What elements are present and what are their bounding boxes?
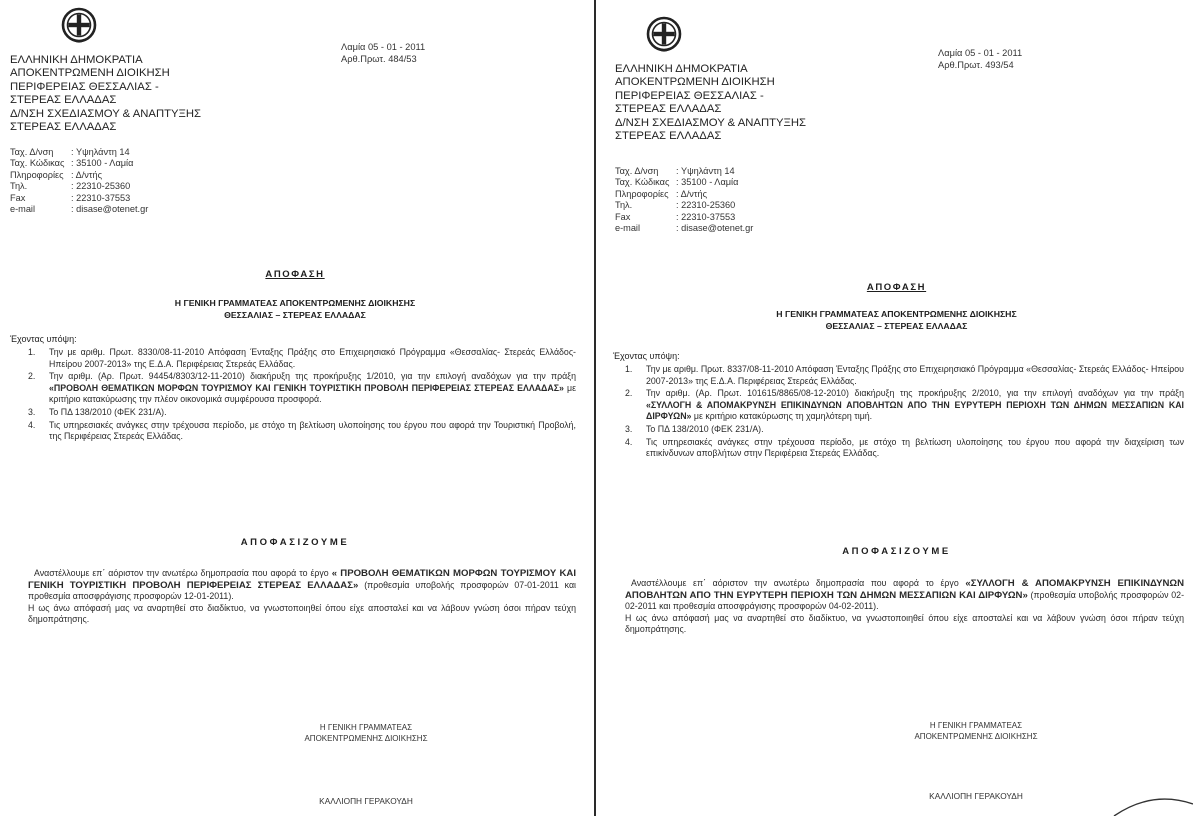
considerations-intro: Έχοντας υπόψη: <box>613 351 680 361</box>
contact-row <box>615 212 753 223</box>
contact-value: : disase@otenet.gr <box>676 223 754 234</box>
project-title-bold: «ΠΡΟΒΟΛΗ ΘΕΜΑΤΙΚΩΝ ΜΟΡΦΩΝ ΤΟΥΡΙΣΜΟΥ ΚΑΙ ΓΕΝΙΚΗ ΤΟΥΡΙΣΤΙΚΗ ΠΡΟΒΟΛΗ ΠΕΡΙΦΕΡΕΙΑΣ ΣΤΕΡΕΑΣ ΕΛΛΑΔΑΣ» <box>49 382 564 393</box>
issuer-line: Δ/ΝΣΗ ΣΧΕΔΙΑΣΜΟΥ & ΑΝΑΠΤΥΞΗΣ <box>10 107 202 120</box>
subtitle-line: Η ΓΕΝΙΚΗ ΓΡΑΜΜΑΤΕΑΣ ΑΠΟΚΕΝΤΡΩΜΕΝΗΣ ΔΙΟΙΚΗΣΗΣ <box>174 298 416 308</box>
item-text: Το ΠΔ 138/2010 (ΦΕΚ 231/Α). <box>646 423 764 434</box>
decision-paragraph <box>625 578 1184 613</box>
issuer-line: ΕΛΛΗΝΙΚΗ ΔΗΜΟΚΡΑΤΙΑ <box>10 54 143 66</box>
item-text <box>646 388 1184 423</box>
item-text: Την με αριθμ. Πρωτ. 8337/08-11-2010 Απόφαση Ένταξης Πράξης στο Επιχειρησιακό Πρόγραμμα «Θεσσαλίας- Στερεάς Ελλάδος- Ηπείρου 2007-2013» της Ε.Δ.Α. Περιφέρειας Στερεάς Ελλάδας. <box>646 364 1184 386</box>
decision-document-right <box>600 0 1193 816</box>
contact-row <box>615 189 753 200</box>
list-item <box>625 437 1184 460</box>
item-text-part: με κριτήριο κατακύρωσης την πλέον οικονομικά συμφέρουσα προσφορά. <box>49 382 576 405</box>
signature-line: ΑΠΟΚΕΝΤΡΩΜΕΝΗΣ ΔΙΟΙΚΗΣΗΣ <box>304 734 428 743</box>
contact-value: : disase@otenet.gr <box>71 204 149 215</box>
contact-value: : Υψηλάντη 14 <box>71 147 130 157</box>
item-text-part: Την αριθμ. (Αρ. Πρωτ. 101615/8865/08-12-2010) διακήρυξη της προκήρυξης 2/2010, για την επιλογή αναδόχων για την πράξη <box>646 388 1184 399</box>
issuer-block <box>10 54 201 134</box>
contact-value: : Δ/ντής <box>71 169 103 180</box>
issuer-line: ΣΤΕΡΕΑΣ ΕΛΛΑΔΑΣ <box>615 130 722 143</box>
item-number: 1. <box>625 364 633 374</box>
subtitle-line: ΘΕΣΣΑΛΙΑΣ – ΣΤΕΡΕΑΣ ΕΛΛΑΔΑΣ <box>224 309 366 320</box>
contact-value: : 35100 - Λαμία <box>676 177 739 188</box>
document-title: ΑΠΟΦΑΣΗ <box>265 269 325 280</box>
list-item <box>28 420 576 443</box>
issuer-line: ΑΠΟΚΕΝΤΡΩΜΕΝΗ ΔΙΟΙΚΗΣΗ <box>615 76 775 89</box>
considerations-intro: Έχοντας υπόψη: <box>10 334 77 344</box>
item-text <box>49 371 576 406</box>
list-item <box>28 407 576 419</box>
contact-row <box>10 181 148 192</box>
project-title-bold: « ΠΡΟΒΟΛΗ ΘΕΜΑΤΙΚΩΝ ΜΟΡΦΩΝ ΤΟΥΡΙΣΜΟΥ ΚΑΙ ΓΕΝΙΚΗ ΤΟΥΡΙΣΤΙΚΗ ΠΡΟΒΟΛΗ ΠΕΡΙΦΕΡΕΙΑΣ ΣΤΕΡΕΑΣ ΕΛΛΑΔΑΣ» <box>28 568 577 591</box>
decision-heading: ΑΠΟΦΑΣΙΖΟΥΜΕ <box>240 537 350 548</box>
item-text: Την με αριθμ. Πρωτ. 8330/08-11-2010 Απόφαση Ένταξης Πράξης στο Επιχειρησιακό Πρόγραμμα «Θεσσαλίας- Στερεάς Ελλάδος- Ηπείρου 2007-2013» της Ε.Δ.Α. Περιφέρειας Στερεάς Ελλάδας. <box>49 347 576 369</box>
signatory-name: ΚΑΛΛΙΟΠΗ ΓΕΡΑΚΟΥΔΗ <box>319 796 413 806</box>
decision-body <box>625 578 1184 636</box>
document-subtitle <box>0 298 590 321</box>
contact-label: Τηλ. <box>10 181 28 192</box>
contact-row <box>10 170 148 181</box>
subtitle-line: Η ΓΕΝΙΚΗ ΓΡΑΜΜΑΤΕΑΣ ΑΠΟΚΕΝΤΡΩΜΕΝΗΣ ΔΙΟΙΚΗΣΗΣ <box>776 309 1017 319</box>
greek-coat-of-arms-icon <box>60 6 98 44</box>
contact-row <box>615 166 753 177</box>
issuer-line: ΕΛΛΗΝΙΚΗ ΔΗΜΟΚΡΑΤΙΑ <box>615 63 748 75</box>
contact-label: Ταχ. Δ/νση <box>10 147 54 157</box>
contact-value: : 22310-25360 <box>676 200 736 211</box>
considerations-list <box>28 347 576 444</box>
list-item <box>28 347 576 370</box>
item-number: 1. <box>28 347 36 357</box>
contact-label: Πληροφορίες <box>615 188 669 199</box>
signature-line: ΑΠΟΚΕΝΤΡΩΜΕΝΗΣ ΔΙΟΙΚΗΣΗΣ <box>914 732 1038 741</box>
greek-coat-of-arms-icon <box>645 15 683 53</box>
item-text-part: Την αριθμ. (Αρ. Πρωτ. 94454/8303/12-11-2010) διακήρυξη της προκήρυξης 1/2010, για την επιλογή αναδόχων για την πράξη <box>49 371 576 382</box>
date-protocol-block <box>341 42 425 65</box>
list-item <box>28 371 576 406</box>
signature-title <box>280 722 452 744</box>
contact-value: : Δ/ντής <box>676 188 708 199</box>
protocol-number: Αρθ.Πρωτ. 493/54 <box>938 59 1014 70</box>
contact-value: : 22310-37553 <box>71 192 131 203</box>
issuer-line: ΣΤΕΡΕΑΣ ΕΛΛΑΔΑΣ <box>10 94 117 107</box>
item-text: Τις υπηρεσιακές ανάγκες στην τρέχουσα περίοδο, με στόχο τη βελτίωση υλοποίησης του έργου που αφορά την διαχείριση των επικίνδυνων αποβλήτων στην Περιφέρεια Στερεάς Ελλάδας. <box>646 436 1184 459</box>
item-number: 2. <box>625 388 633 399</box>
item-number: 3. <box>28 406 36 417</box>
document-title: ΑΠΟΦΑΣΗ <box>866 282 927 293</box>
contact-row <box>615 177 753 188</box>
contact-label: Ταχ. Κώδικας <box>10 158 65 169</box>
issuer-line: ΠΕΡΙΦΕΡΕΙΑΣ ΘΕΣΣΑΛΙΑΣ - <box>10 80 159 93</box>
signature-line: Η ΓΕΝΙΚΗ ΓΡΑΜΜΑΤΕΑΣ <box>319 723 413 732</box>
contact-value: : 35100 - Λαμία <box>71 158 134 169</box>
signature-line: Η ΓΕΝΙΚΗ ΓΡΑΜΜΑΤΕΑΣ <box>929 721 1023 730</box>
issuer-line: Δ/ΝΣΗ ΣΧΕΔΙΑΣΜΟΥ & ΑΝΑΠΤΥΞΗΣ <box>615 116 807 129</box>
project-title-bold: «ΣΥΛΛΟΓΗ & ΑΠΟΜΑΚΡΥΝΣΗ ΕΠΙΚΙΝΔΥΝΩΝ ΑΠΟΒΛΗΤΩΝ ΑΠΟ ΤΗΝ ΕΥΡΥΤΕΡΗ ΠΕΡΙΟΧΗ ΤΩΝ ΔΗΜΩΝ ΜΕΣΣΑΠΙΩΝ ΚΑΙ ΔΙΡΦΥΩΝ» <box>625 578 1185 601</box>
body-text: (προθεσμία υποβολής προσφορών 02-02-2011 και προθεσμία αποσφράγισης προσφορών 04-02-2011). <box>625 589 1184 612</box>
item-number: 4. <box>625 436 633 447</box>
decision-paragraph <box>28 568 576 603</box>
contact-label: Τηλ. <box>615 200 633 211</box>
list-item <box>625 388 1184 423</box>
signature-title <box>890 720 1062 742</box>
contact-label: e-mail <box>10 204 36 215</box>
item-text: Το ΠΔ 138/2010 (ΦΕΚ 231/Α). <box>49 406 167 417</box>
contact-row <box>10 204 148 215</box>
contact-value: : 22310-37553 <box>676 211 736 222</box>
contact-row <box>10 147 148 158</box>
contact-block <box>10 147 148 215</box>
signatory-name: ΚΑΛΛΙΟΠΗ ΓΕΡΑΚΟΥΔΗ <box>929 791 1023 801</box>
item-number: 4. <box>28 419 36 430</box>
contact-row <box>10 193 148 204</box>
considerations-list <box>625 364 1184 461</box>
decision-document-left <box>0 0 590 816</box>
item-text-part: με κριτήριο κατακύρωσης τη χαμηλότερη τιμή. <box>691 411 873 422</box>
issuer-line: ΣΤΕΡΕΑΣ ΕΛΛΑΔΑΣ <box>10 121 117 134</box>
decision-body <box>28 568 576 626</box>
subtitle-line: ΘΕΣΣΑΛΙΑΣ – ΣΤΕΡΕΑΣ ΕΛΛΑΔΑΣ <box>825 320 968 331</box>
body-text: (προθεσμία υποβολής προσφορών 07-01-2011 και προθεσμία αποσφράγισης προσφορών 12-01-2011). <box>28 579 576 602</box>
contact-label: Πληροφορίες <box>10 169 64 180</box>
document-date: Λαμία 05 - 01 - 2011 <box>341 42 426 52</box>
issuer-block <box>615 63 806 143</box>
project-title-bold: «ΣΥΛΛΟΓΗ & ΑΠΟΜΑΚΡΥΝΣΗ ΕΠΙΚΙΝΔΥΝΩΝ ΑΠΟΒΛΗΤΩΝ ΑΠΟ ΤΗΝ ΕΥΡΥΤΕΡΗ ΠΕΡΙΟΧΗ ΤΩΝ ΔΗΜΩΝ ΜΕΣΣΑΠΙΩΝ ΚΑΙ ΔΙΡΦΥΩΝ» <box>646 399 1184 422</box>
publication-paragraph: Η ως άνω απόφασή μας να αναρτηθεί στο διαδίκτυο, να γνωστοποιηθεί όπου είχε αποσταλεί και να λάβουν γνώση όσοι πήραν τεύχη δημοπράτησης. <box>625 612 1184 635</box>
contact-row <box>615 223 753 234</box>
page-divider <box>594 0 596 816</box>
contact-label: Ταχ. Κώδικας <box>615 177 670 188</box>
item-number: 3. <box>625 423 633 434</box>
document-date: Λαμία 05 - 01 - 2011 <box>938 48 1023 58</box>
contact-block <box>615 166 753 234</box>
contact-value: : Υψηλάντη 14 <box>676 166 735 176</box>
contact-label: Fax <box>615 211 631 222</box>
date-protocol-block <box>938 48 1022 71</box>
item-text: Τις υπηρεσιακές ανάγκες στην τρέχουσα περίοδο, με στόχο τη βελτίωση υλοποίησης του έργου που αφορά την Τουριστική Προβολή, της Περιφέρειας Στερεάς Ελλάδας. <box>49 419 576 442</box>
contact-label: Fax <box>10 192 26 203</box>
decision-heading: ΑΠΟΦΑΣΙΖΟΥΜΕ <box>842 546 951 557</box>
body-text: Αναστέλλουμε επ΄ αόριστον την ανωτέρω δημοπρασία που αφορά το έργο <box>34 568 332 578</box>
publication-paragraph: Η ως άνω απόφασή μας να αναρτηθεί στο διαδίκτυο, να γνωστοποιηθεί όπου είχε αποσταλεί και να λάβουν γνώση όσοι πήραν τεύχη δημοπράτησης. <box>28 602 576 625</box>
protocol-number: Αρθ.Πρωτ. 484/53 <box>341 53 417 64</box>
item-number: 2. <box>28 371 36 382</box>
body-text: Αναστέλλουμε επ΄ αόριστον την ανωτέρω δημοπρασία που αφορά το έργο <box>631 578 966 588</box>
issuer-line: ΑΠΟΚΕΝΤΡΩΜΕΝΗ ΔΙΟΙΚΗΣΗ <box>10 67 170 80</box>
contact-row <box>615 200 753 211</box>
list-item <box>625 364 1184 387</box>
contact-row <box>10 158 148 169</box>
contact-value: : 22310-25360 <box>71 181 131 192</box>
stamp-edge-icon <box>1112 796 1193 816</box>
list-item <box>625 424 1184 436</box>
contact-label: e-mail <box>615 223 641 234</box>
issuer-line: ΠΕΡΙΦΕΡΕΙΑΣ ΘΕΣΣΑΛΙΑΣ - <box>615 89 764 102</box>
contact-label: Ταχ. Δ/νση <box>615 166 659 176</box>
issuer-line: ΣΤΕΡΕΑΣ ΕΛΛΑΔΑΣ <box>615 103 722 116</box>
document-subtitle <box>600 309 1193 332</box>
